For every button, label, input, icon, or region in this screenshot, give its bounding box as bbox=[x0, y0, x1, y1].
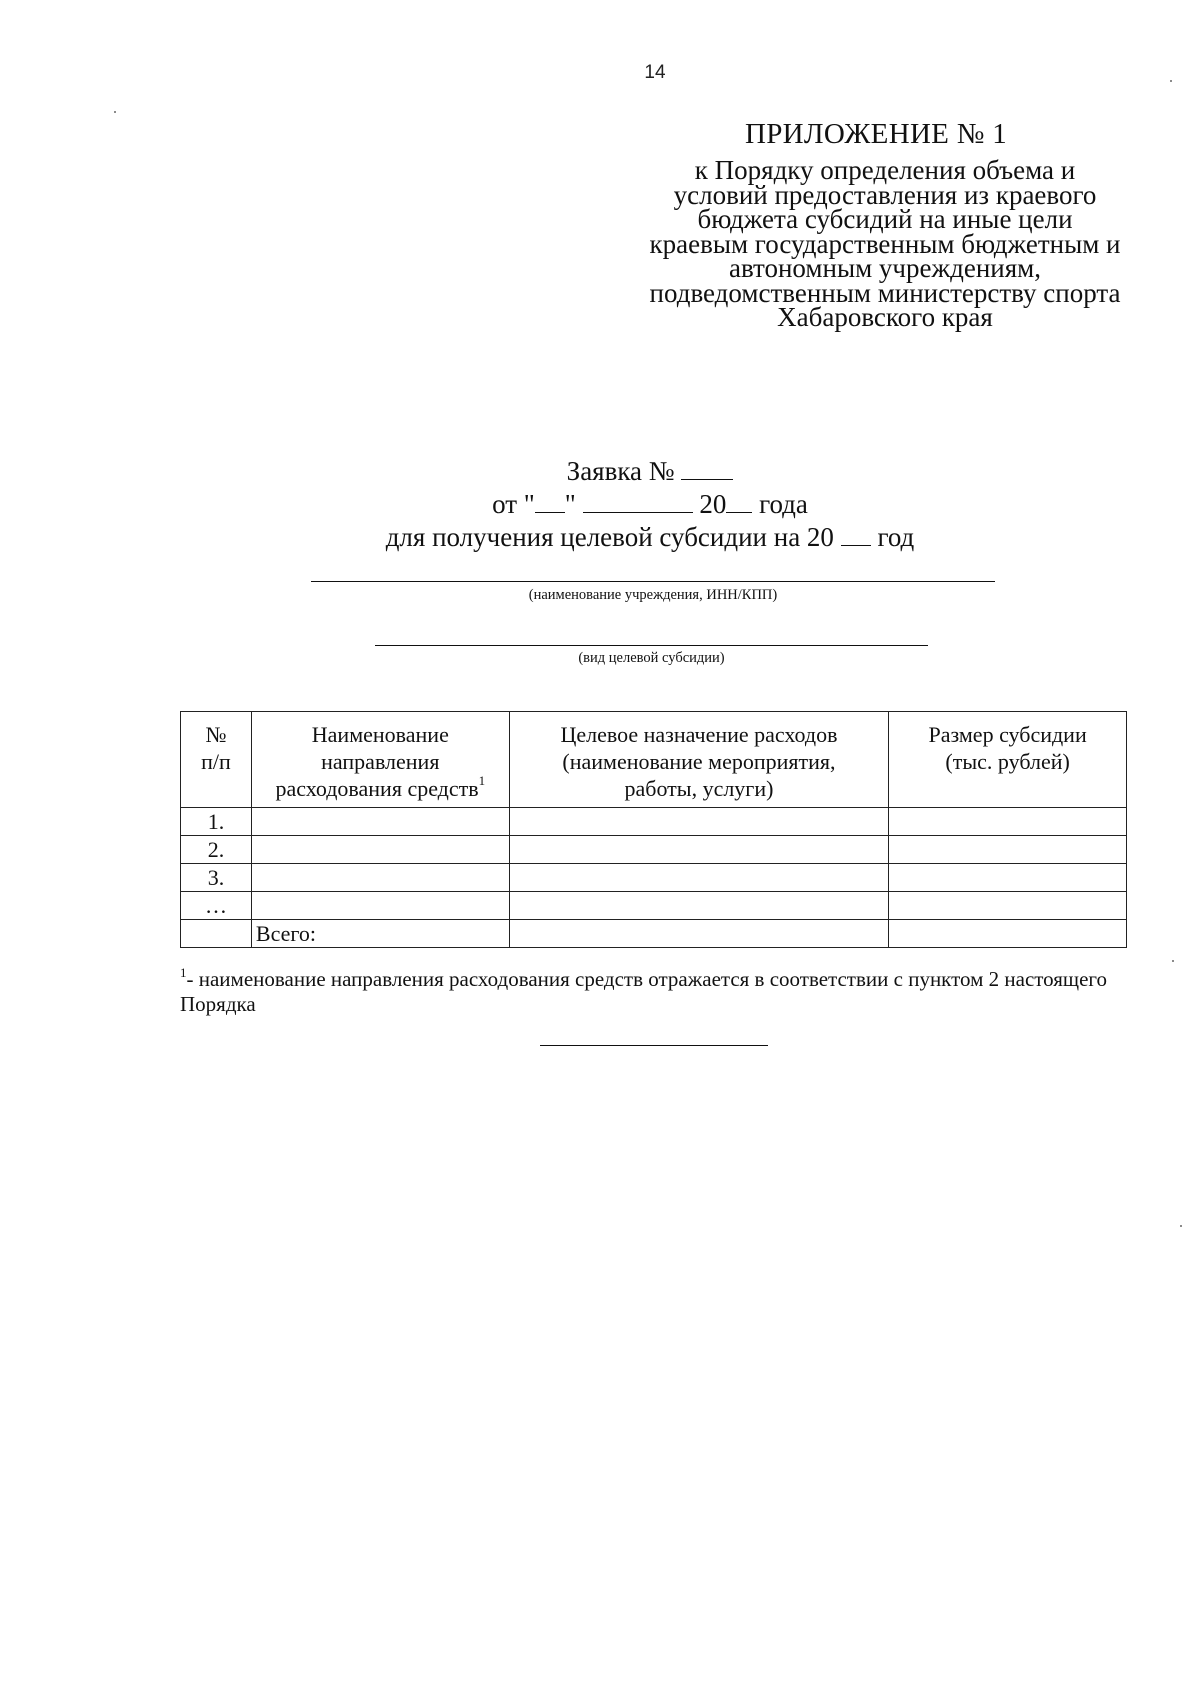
request-date-line bbox=[300, 489, 1000, 520]
amount-cell[interactable] bbox=[889, 836, 1127, 864]
purpose-cell[interactable] bbox=[509, 808, 889, 836]
total-amount-cell[interactable] bbox=[889, 920, 1127, 948]
header-amount bbox=[889, 712, 1127, 808]
subsidy-table bbox=[180, 711, 1127, 948]
appendix-subtitle-line: условий предоставления из краевого bbox=[673, 179, 1097, 210]
purpose-cell[interactable] bbox=[509, 864, 889, 892]
scan-speck bbox=[114, 111, 116, 113]
date-quote: " bbox=[564, 489, 576, 519]
total-purpose-cell[interactable] bbox=[509, 920, 889, 948]
table-row bbox=[181, 808, 1127, 836]
header-direction-line: направления bbox=[321, 749, 440, 774]
appendix-subtitle-line: бюджета субсидий на иные цели bbox=[697, 204, 1073, 234]
header-direction-text: расходования средств bbox=[275, 776, 479, 801]
header-purpose bbox=[509, 712, 889, 808]
header-purpose-line: Целевое назначение расходов bbox=[560, 722, 838, 747]
appendix-subtitle-line: краевым государственным бюджетным и bbox=[649, 228, 1121, 259]
request-number-line bbox=[300, 456, 1000, 487]
header-amount-line: (тыс. рублей) bbox=[945, 749, 1070, 774]
table-row bbox=[181, 836, 1127, 864]
header-purpose-line: (наименование мероприятия, bbox=[562, 749, 836, 774]
subsidy-type-caption: (вид целевой субсидии) bbox=[578, 650, 725, 666]
row-number: … bbox=[181, 892, 252, 920]
date-prefix: от " bbox=[492, 489, 535, 519]
request-label: Заявка № bbox=[566, 456, 675, 486]
amount-cell[interactable] bbox=[889, 892, 1127, 920]
footnote-mark: 1 bbox=[180, 965, 187, 980]
page-number: 14 bbox=[644, 62, 666, 83]
appendix-title: ПРИЛОЖЕНИЕ № 1 bbox=[745, 118, 1008, 150]
direction-cell[interactable] bbox=[251, 864, 509, 892]
amount-cell[interactable] bbox=[889, 864, 1127, 892]
total-label: Всего: bbox=[251, 920, 509, 948]
amount-cell[interactable] bbox=[889, 808, 1127, 836]
request-number-blank[interactable] bbox=[681, 459, 733, 480]
header-direction bbox=[251, 712, 509, 808]
row-number: 2. bbox=[181, 836, 252, 864]
appendix-subtitle-line: подведомственным министерству спорта bbox=[649, 277, 1121, 308]
date-year-blank[interactable] bbox=[726, 492, 752, 513]
date-month-blank[interactable] bbox=[583, 492, 693, 513]
table-total-row bbox=[181, 920, 1127, 948]
subsidy-type-fill-line[interactable] bbox=[375, 645, 928, 646]
scan-speck bbox=[1170, 80, 1172, 82]
header-amount-line: Размер субсидии bbox=[928, 722, 1087, 747]
institution-caption: (наименование учреждения, ИНН/КПП) bbox=[528, 587, 778, 603]
appendix-subtitle-line: к Порядку определения объема и bbox=[694, 155, 1076, 185]
header-num-line: № bbox=[205, 722, 227, 747]
header-direction-line bbox=[256, 775, 505, 802]
purpose-cell[interactable] bbox=[509, 836, 889, 864]
appendix-subtitle-line: автономным учреждениям, bbox=[728, 253, 1042, 283]
table-header-row bbox=[181, 712, 1127, 808]
date-suffix: года bbox=[759, 489, 808, 519]
direction-cell[interactable] bbox=[251, 808, 509, 836]
table-row bbox=[181, 864, 1127, 892]
purpose-prefix: для получения целевой субсидии на 20 bbox=[385, 522, 834, 552]
scan-speck bbox=[1180, 1225, 1182, 1227]
footnote bbox=[180, 967, 1140, 1017]
document-end-line bbox=[540, 1045, 768, 1046]
footnote-text: - наименование направления расходования средств отражается в соответствии с пунктом 2 настоящего Порядка bbox=[180, 967, 1108, 1016]
request-purpose-line bbox=[300, 522, 1000, 553]
direction-cell[interactable] bbox=[251, 836, 509, 864]
footnote-reference: 1 bbox=[478, 773, 486, 788]
header-purpose-line: работы, услуги) bbox=[624, 776, 774, 801]
purpose-year-blank[interactable] bbox=[841, 525, 871, 546]
purpose-cell[interactable] bbox=[509, 892, 889, 920]
total-num-cell bbox=[181, 920, 252, 948]
date-year-prefix: 20 bbox=[699, 489, 727, 519]
table-row bbox=[181, 892, 1127, 920]
header-num-line: п/п bbox=[201, 749, 231, 774]
purpose-suffix: год bbox=[877, 522, 915, 552]
scan-speck bbox=[1172, 960, 1174, 962]
date-day-blank[interactable] bbox=[535, 492, 565, 513]
row-number: 3. bbox=[181, 864, 252, 892]
direction-cell[interactable] bbox=[251, 892, 509, 920]
row-number: 1. bbox=[181, 808, 252, 836]
appendix-subtitle bbox=[625, 155, 1145, 332]
header-direction-line: Наименование bbox=[311, 722, 449, 747]
appendix-subtitle-line: Хабаровского края bbox=[777, 302, 993, 332]
header-num bbox=[181, 712, 252, 808]
institution-fill-line[interactable] bbox=[311, 581, 995, 582]
